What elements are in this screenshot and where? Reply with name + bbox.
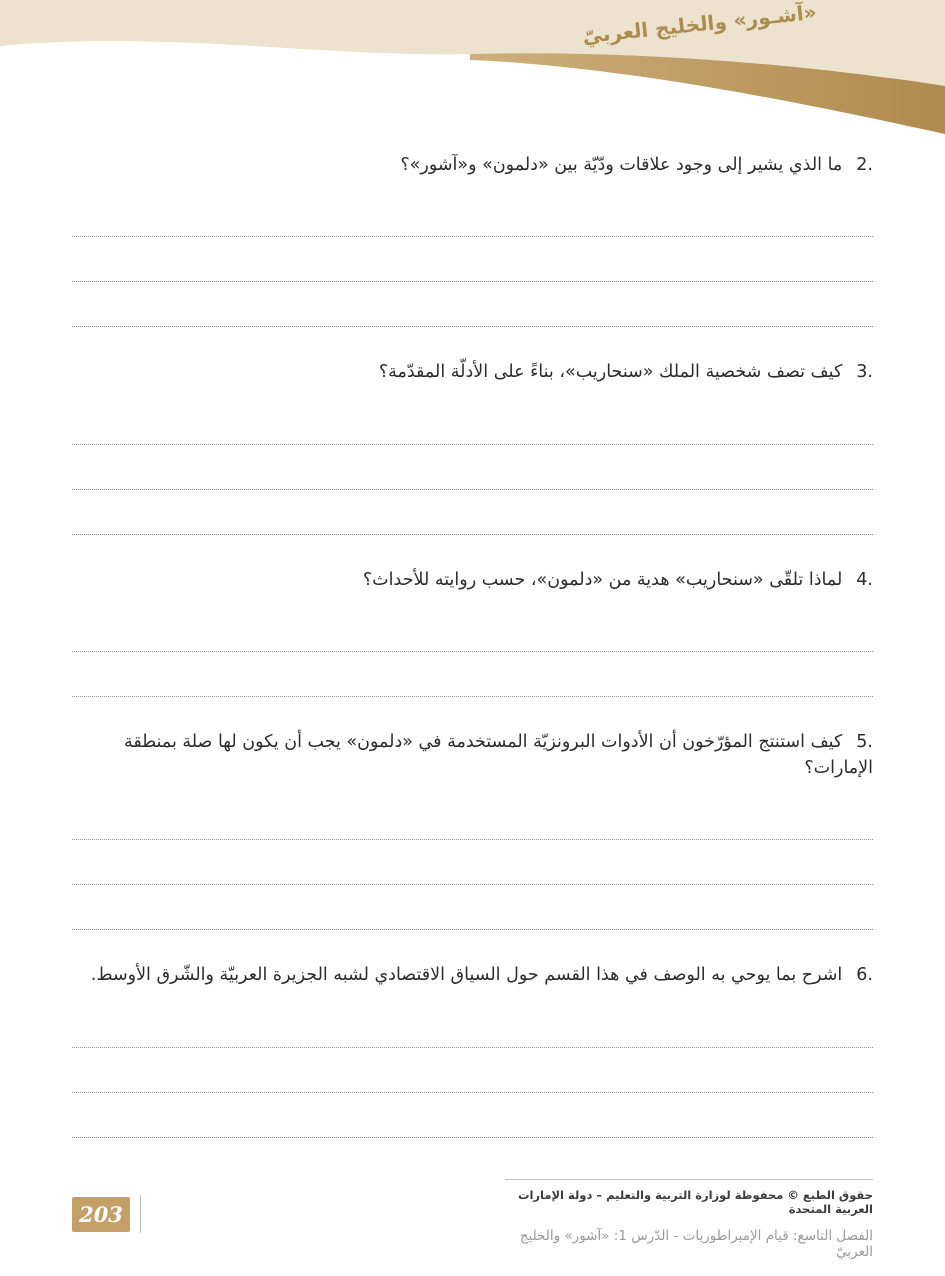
question-block — [72, 567, 873, 697]
footer-texts — [505, 1179, 873, 1260]
answer-line — [72, 1093, 873, 1138]
question-text: كيف تصف شخصية الملك «سنحاريب»، بناءً على الأدلّة المقدّمة؟ — [378, 362, 843, 383]
question-text: اشرح بما يوحي به الوصف في هذا القسم حول السياق الاقتصادي لشبه الجزيرة العربيّة والشّرق الأوسط. — [90, 965, 843, 986]
answer-lines — [72, 400, 873, 535]
page-number-area — [72, 1195, 141, 1233]
answer-lines — [72, 192, 873, 327]
question-text: لماذا تلقّى «سنحاريب» هدية من «دلمون»، حسب روايته للأحداث؟ — [362, 569, 843, 590]
page-title: «آشـور» والخليج العربيّ — [581, 0, 818, 49]
question-row — [72, 152, 873, 178]
answer-line — [72, 237, 873, 282]
question-number: 6. — [856, 965, 873, 986]
answer-line — [72, 840, 873, 885]
answer-line — [72, 1003, 873, 1048]
footer-vertical-divider — [140, 1195, 141, 1233]
question-row — [72, 567, 873, 593]
question-number: 4. — [856, 569, 873, 590]
page-footer — [0, 1179, 945, 1260]
question-block — [72, 152, 873, 327]
page-number-badge: 203 — [72, 1197, 130, 1232]
answer-line — [72, 652, 873, 697]
answer-lines — [72, 795, 873, 930]
answer-lines — [72, 607, 873, 697]
answer-line — [72, 192, 873, 237]
question-row — [72, 962, 873, 988]
question-text: كيف استنتج المؤرّخون أن الأدوات البرونزيّة المستخدمة في «دلمون» يجب أن يكون لها صلة بمنطقة الإمارات؟ — [123, 731, 873, 778]
copyright-text: حقوق الطبع © محفوظة لوزارة التربية والتعليم – دولة الإمارات العربية المتحدة — [517, 1188, 873, 1216]
question-block — [72, 962, 873, 1137]
answer-lines — [72, 1003, 873, 1138]
chapter-text: الفصل التاسع: قيام الإمبراطوريات - الدّرس 1: «آشور» والخليج العربيّ — [519, 1228, 873, 1260]
answer-line — [72, 1048, 873, 1093]
answer-line — [72, 445, 873, 490]
answer-line — [72, 282, 873, 327]
answer-line — [72, 400, 873, 445]
question-number: 3. — [856, 362, 873, 383]
question-row — [72, 729, 873, 782]
answer-line — [72, 490, 873, 535]
question-block — [72, 359, 873, 534]
question-number: 2. — [856, 155, 873, 175]
answer-line — [72, 795, 873, 840]
question-row — [72, 359, 873, 385]
question-text: ما الذي يشير إلى وجود علاقات ودّيّة بين «دلمون» و«آشور»؟ — [400, 155, 843, 175]
question-block — [72, 729, 873, 931]
answer-line — [72, 607, 873, 652]
answer-line — [72, 885, 873, 930]
question-number: 5. — [856, 731, 873, 752]
